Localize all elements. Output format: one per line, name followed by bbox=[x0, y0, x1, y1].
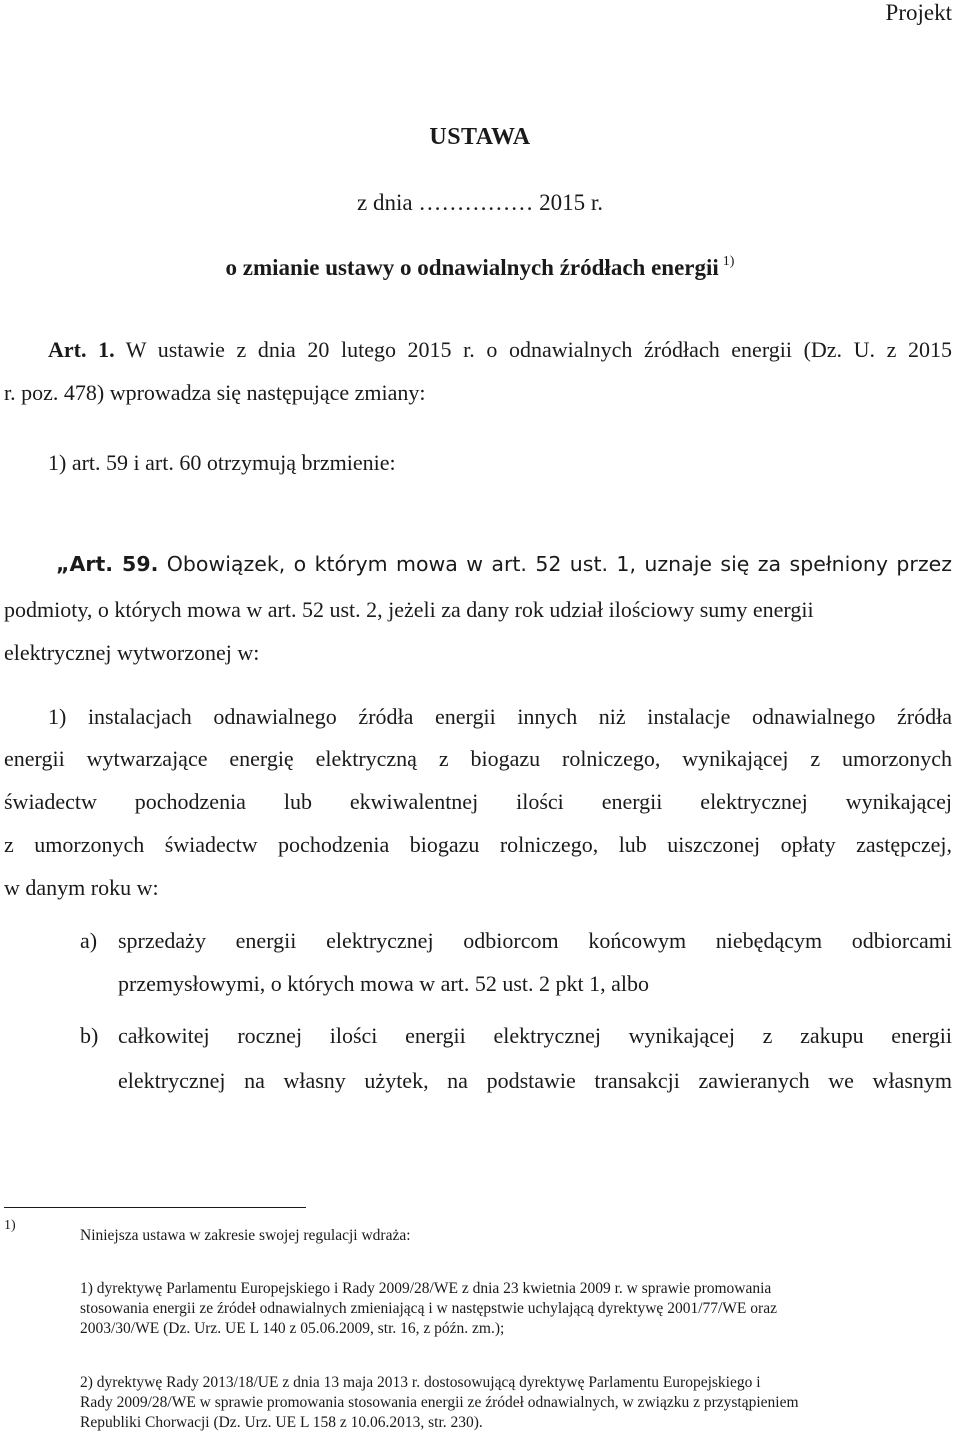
article-1-line-2: r. poz. 478) wprowadza się następujące zmiany: bbox=[4, 380, 426, 405]
item-1-line-4: z umorzonych świadectw pochodzenia biogazu rolniczego, lub uiszczonej opłaty zastępczej, bbox=[4, 832, 952, 857]
art-59-line-3: elektrycznej wytworzonej w: bbox=[4, 640, 260, 665]
footnote-item-2-line-2: Rady 2009/28/WE w sprawie promowania stosowania energii ze źródeł odnawialnych, w związku z przystąpieniem bbox=[80, 1394, 799, 1411]
art-59-line-2: podmioty, o których mowa w art. 52 ust. 2, jeżeli za dany rok udział ilościowy sumy energii bbox=[4, 597, 814, 622]
footnote-intro: Niniejsza ustawa w zakresie swojej regulacji wdraża: bbox=[80, 1227, 411, 1244]
point-1: 1) art. 59 i art. 60 otrzymują brzmienie: bbox=[48, 450, 396, 475]
footnote-ref: 1) bbox=[722, 254, 735, 269]
footnote-number: 1) bbox=[4, 1218, 16, 1233]
art-59-label: „Art. 59. bbox=[56, 552, 159, 576]
item-a-label: a) bbox=[80, 928, 98, 953]
subject-text: o zmianie ustawy o odnawialnych źródłach energii bbox=[225, 255, 719, 280]
footnote-item-1-line-2: stosowania energii ze źródeł odnawialnych zmieniającą i w następstwie uchylającą dyrektywę 2001/77/WE oraz bbox=[80, 1300, 777, 1317]
article-1-line-1: Art. 1. W ustawie z dnia 20 lutego 2015 r. o odnawialnych źródłach energii (Dz. U. z 2015 bbox=[48, 337, 952, 362]
footnote-item-1-line-3: 2003/30/WE (Dz. Urz. UE L 140 z 05.06.2009, str. 16, z późn. zm.); bbox=[80, 1320, 505, 1337]
footnote-item-1-line-1: 1) dyrektywę Parlamentu Europejskiego i Rady 2009/28/WE z dnia 23 kwietnia 2009 r. w sprawie promowania bbox=[80, 1280, 772, 1297]
item-b-label: b) bbox=[80, 1023, 99, 1048]
item-a-line-1: sprzedaży energii elektrycznej odbiorcom końcowym niebędącym odbiorcami bbox=[118, 928, 952, 953]
item-1-line-3: świadectw pochodzenia lub ekwiwalentnej ilości energii elektrycznej wynikającej bbox=[4, 789, 952, 814]
item-a-line-2: przemysłowymi, o których mowa w art. 52 ust. 2 pkt 1, albo bbox=[118, 971, 649, 996]
footnote-separator bbox=[4, 1207, 306, 1208]
item-b-line-1: całkowitej rocznej ilości energii elektrycznej wynikającej z zakupu energii bbox=[118, 1023, 952, 1048]
project-label: Projekt bbox=[885, 0, 952, 25]
article-label: Art. 1. bbox=[48, 337, 115, 362]
item-1-line-2: energii wytwarzające energię elektryczną z biogazu rolniczego, wynikającej z umorzonych bbox=[4, 746, 952, 771]
item-1-line-5: w danym roku w: bbox=[4, 875, 159, 900]
document-subject bbox=[0, 254, 960, 281]
footnote-item-2-line-3: Republiki Chorwacji (Dz. Urz. UE L 158 z 10.06.2013, str. 230). bbox=[80, 1414, 483, 1431]
document-title: USTAWA bbox=[429, 124, 531, 150]
item-b-line-2: elektrycznej na własny użytek, na podstawie transakcji zawieranych we własnym bbox=[118, 1068, 952, 1093]
item-1-line-1: 1) instalacjach odnawialnego źródła energii innych niż instalacje odnawialnego źródła bbox=[48, 704, 952, 729]
date-line: z dnia …………… 2015 r. bbox=[357, 190, 603, 215]
art-59-line-1: „Art. 59. Obowiązek, o którym mowa w art. 52 ust. 1, uznaje się za spełniony przez bbox=[56, 552, 952, 576]
footnote-item-2-line-1: 2) dyrektywę Rady 2013/18/UE z dnia 13 maja 2013 r. dostosowującą dyrektywę Parlamentu Europejskiego i bbox=[80, 1374, 761, 1391]
